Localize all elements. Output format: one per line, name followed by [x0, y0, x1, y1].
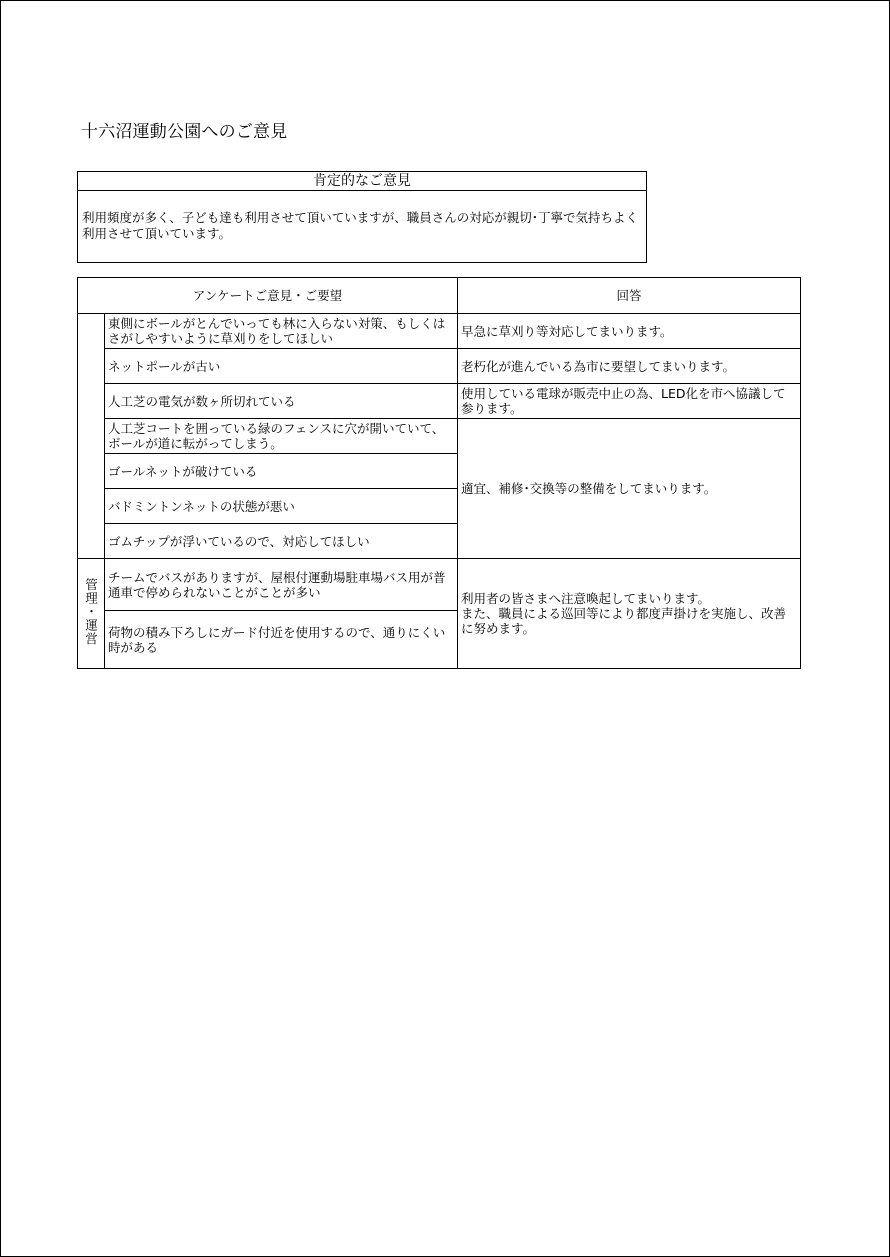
answer-cell: 老朽化が進んでいる為市に要望してまいります。	[458, 349, 801, 384]
group-answer-cell	[458, 559, 801, 669]
table-row	[78, 559, 801, 611]
request-cell: バドミントンネットの状態が悪い	[105, 489, 458, 524]
table-row	[78, 419, 801, 454]
table-header-row	[78, 278, 801, 314]
facility-category-cell	[78, 314, 105, 559]
table-row	[78, 314, 801, 349]
request-cell: 荷物の積み下ろしにガード付近を使用するので、通りにくい時がある	[105, 611, 458, 669]
positive-feedback-body: 利用頻度が多く、子ども達も利用させて頂いていますが、職員さんの対応が親切･丁寧で気持ちよく利用させて頂いています。	[82, 210, 639, 241]
request-cell: チームでバスがありますが、屋根付運動場駐車場バス用が普通車で停められないことがことが多い	[105, 559, 458, 611]
answer-cell: 早急に草刈り等対応してまいります。	[458, 314, 801, 349]
positive-feedback-header: 肯定的なご意見	[78, 172, 646, 191]
group-answer-line: 利用者の皆さまへ注意喚起してまいります。	[461, 591, 711, 606]
answer-cell: 使用している電球が販売中止の為、LED化を市へ協議して参ります。	[458, 384, 801, 419]
table-row	[78, 349, 801, 384]
management-category-label: 管理・運営	[83, 578, 99, 646]
page-title: 十六沼運動公園へのご意見	[81, 122, 288, 142]
group-answer-cell: 適宜、補修･交換等の整備をしてまいります。	[458, 419, 801, 559]
request-cell: ゴールネットが破けている	[105, 454, 458, 489]
management-category-cell	[78, 559, 105, 669]
request-cell: ネットポールが古い	[105, 349, 458, 384]
answer-column-header: 回答	[458, 278, 801, 314]
request-cell: ゴムチップが浮いているので、対応してほしい	[105, 524, 458, 559]
request-column-header: アンケートご意見・ご要望	[78, 278, 458, 314]
table-row	[78, 384, 801, 419]
positive-feedback-box	[77, 171, 647, 263]
request-cell: 東側にボールがとんでいっても林に入らない対策、もしくはさがしやすいように草刈りをしてほしい	[105, 314, 458, 349]
group-answer-line: また、職員による巡回等により都度声掛けを実施し、改善に努めます。	[461, 606, 787, 636]
request-cell: 人工芝の電気が数ヶ所切れている	[105, 384, 458, 419]
survey-table	[77, 277, 801, 669]
request-cell: 人工芝コートを囲っている緑のフェンスに穴が開いていて、ボールが道に転がってしまう。	[105, 419, 458, 454]
